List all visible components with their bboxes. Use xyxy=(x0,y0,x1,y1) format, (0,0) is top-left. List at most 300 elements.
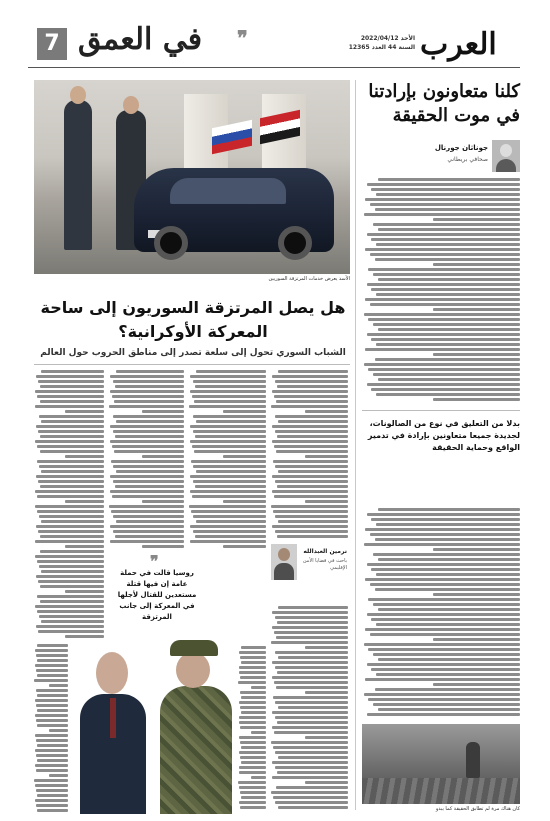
text-line xyxy=(365,628,520,631)
text-line xyxy=(273,796,348,799)
text-line xyxy=(433,308,520,311)
text-line xyxy=(240,791,266,794)
issue-number: السنة 44 العدد 12365 xyxy=(348,44,415,51)
text-line xyxy=(368,648,520,651)
text-line xyxy=(367,663,520,666)
text-line xyxy=(272,676,348,679)
text-line xyxy=(370,203,520,206)
text-line xyxy=(39,415,104,418)
text-line xyxy=(305,736,348,739)
text-line xyxy=(240,756,266,759)
text-line xyxy=(38,380,104,383)
text-line xyxy=(40,550,104,553)
text-line xyxy=(275,801,348,804)
text-line xyxy=(367,713,520,716)
text-line xyxy=(38,530,104,533)
text-line xyxy=(376,573,520,576)
text-line xyxy=(40,450,104,453)
text-line xyxy=(272,440,348,443)
article-column xyxy=(188,370,266,550)
text-line xyxy=(433,263,520,266)
text-line xyxy=(239,666,266,669)
text-line xyxy=(37,495,104,498)
opinion-author xyxy=(362,140,520,172)
text-line xyxy=(36,375,104,378)
text-line xyxy=(376,193,520,196)
text-line xyxy=(365,198,520,201)
text-line xyxy=(240,691,266,694)
text-line xyxy=(65,590,104,593)
text-line xyxy=(110,525,184,528)
byline-name: نرمين العبدالله xyxy=(303,548,347,555)
text-line xyxy=(364,313,520,316)
text-line xyxy=(40,600,104,603)
text-line xyxy=(278,756,348,759)
text-line xyxy=(368,598,520,601)
text-line xyxy=(276,636,348,639)
text-line xyxy=(40,585,104,588)
text-line xyxy=(196,470,266,473)
article-column xyxy=(270,606,348,812)
text-line xyxy=(375,358,520,361)
text-line xyxy=(40,400,104,403)
text-line xyxy=(241,796,266,799)
text-line xyxy=(276,686,348,689)
text-line xyxy=(367,183,520,186)
opinion-divider xyxy=(362,410,520,411)
text-line xyxy=(375,208,520,211)
text-line xyxy=(37,595,104,598)
text-line xyxy=(116,420,184,423)
text-line xyxy=(112,395,184,398)
text-line xyxy=(36,769,68,772)
text-line xyxy=(36,719,68,722)
text-line xyxy=(36,739,68,742)
text-line xyxy=(378,378,520,381)
author-avatar xyxy=(492,140,520,172)
text-line xyxy=(37,709,68,712)
text-line xyxy=(239,751,266,754)
car-window xyxy=(170,178,286,204)
text-line xyxy=(142,410,184,413)
text-line xyxy=(275,716,348,719)
text-line xyxy=(373,703,520,706)
text-line xyxy=(113,430,184,433)
photo-rubble xyxy=(362,778,520,804)
text-line xyxy=(278,370,348,373)
text-line xyxy=(365,248,520,251)
text-line xyxy=(39,615,104,618)
text-line xyxy=(36,525,104,528)
text-line xyxy=(272,475,348,478)
text-line xyxy=(240,726,266,729)
text-line xyxy=(275,430,348,433)
text-line xyxy=(367,563,520,566)
text-line xyxy=(37,744,68,747)
text-line xyxy=(109,505,184,508)
text-line xyxy=(35,505,104,508)
author-name: جوناثان جورنال xyxy=(434,144,488,152)
text-line xyxy=(274,495,348,498)
text-line xyxy=(109,405,184,408)
text-line xyxy=(240,741,266,744)
text-line xyxy=(113,515,184,518)
text-line xyxy=(272,611,348,614)
text-line xyxy=(251,776,266,779)
text-line xyxy=(433,548,520,551)
text-line xyxy=(41,620,104,623)
text-line xyxy=(35,749,68,752)
text-line xyxy=(34,779,68,782)
text-line xyxy=(365,298,520,301)
text-line xyxy=(115,485,184,488)
photo-person xyxy=(64,100,92,250)
text-line xyxy=(142,500,184,503)
text-line xyxy=(241,646,266,649)
text-line xyxy=(271,791,348,794)
text-line xyxy=(365,678,520,681)
text-line xyxy=(373,553,520,556)
text-line xyxy=(375,258,520,261)
car-wheel xyxy=(278,226,312,260)
text-line xyxy=(373,653,520,656)
text-line xyxy=(376,623,520,626)
text-line xyxy=(273,696,348,699)
text-line xyxy=(273,510,348,513)
text-line xyxy=(113,465,184,468)
text-line xyxy=(110,440,184,443)
text-line xyxy=(373,603,520,606)
text-line xyxy=(433,398,520,401)
text-line xyxy=(39,565,104,568)
text-line xyxy=(195,485,266,488)
text-line xyxy=(35,649,68,652)
text-line xyxy=(241,711,266,714)
text-line xyxy=(376,243,520,246)
text-line xyxy=(112,445,184,448)
text-line xyxy=(368,318,520,321)
text-line xyxy=(65,500,104,503)
text-line xyxy=(35,699,68,702)
text-line xyxy=(115,535,184,538)
text-line xyxy=(189,405,266,408)
opinion-body-text xyxy=(362,178,520,402)
text-line xyxy=(37,560,104,563)
text-line xyxy=(65,455,104,458)
text-line xyxy=(378,658,520,661)
text-line xyxy=(371,288,520,291)
text-line xyxy=(378,278,520,281)
text-line xyxy=(65,545,104,548)
photo-figure xyxy=(466,742,480,778)
text-line xyxy=(274,631,348,634)
text-line xyxy=(371,238,520,241)
text-line xyxy=(194,400,266,403)
text-line xyxy=(277,771,348,774)
text-line xyxy=(36,654,68,657)
column-divider xyxy=(355,80,356,810)
text-line xyxy=(110,475,184,478)
text-line xyxy=(36,625,104,628)
text-line xyxy=(193,515,266,518)
text-line xyxy=(113,415,184,418)
text-line xyxy=(375,588,520,591)
text-line xyxy=(305,646,348,649)
text-line xyxy=(223,500,266,503)
text-line xyxy=(275,380,348,383)
text-line xyxy=(37,694,68,697)
text-line xyxy=(375,688,520,691)
text-line xyxy=(116,470,184,473)
text-line xyxy=(370,533,520,536)
text-line xyxy=(367,333,520,336)
pull-quote: روسيا قالت في حملة عامة إن فيها قتلة مستعدين للقتال لأجلها في المعركة إلى جانب المرتزقة xyxy=(117,569,197,621)
article-column xyxy=(108,370,184,550)
text-line xyxy=(35,540,104,543)
text-line xyxy=(277,721,348,724)
text-line xyxy=(193,380,266,383)
text-line xyxy=(110,375,184,378)
text-line xyxy=(37,460,104,463)
text-line xyxy=(378,178,520,181)
text-line xyxy=(38,480,104,483)
text-line xyxy=(111,460,184,463)
text-line xyxy=(110,490,184,493)
text-line xyxy=(241,696,266,699)
text-line xyxy=(110,390,184,393)
text-line xyxy=(278,520,348,523)
text-line xyxy=(367,383,520,386)
text-line xyxy=(65,410,104,413)
text-line xyxy=(275,415,348,418)
text-line xyxy=(116,370,184,373)
text-line xyxy=(364,643,520,646)
text-line xyxy=(190,540,266,543)
text-line xyxy=(40,385,104,388)
text-line xyxy=(36,804,68,807)
text-line xyxy=(239,801,266,804)
text-line xyxy=(367,613,520,616)
portrait-uniform xyxy=(160,686,232,814)
text-line xyxy=(192,445,266,448)
byline-role: باحث في قضايا الأمن الإقليمي xyxy=(302,558,347,571)
text-line xyxy=(277,435,348,438)
portrait-tie xyxy=(110,698,116,738)
text-line xyxy=(36,475,104,478)
text-line xyxy=(433,593,520,596)
article-column xyxy=(34,644,68,812)
text-line xyxy=(190,525,266,528)
text-line xyxy=(115,385,184,388)
issue-info xyxy=(345,34,415,52)
text-line xyxy=(35,764,68,767)
text-line xyxy=(193,415,266,418)
text-line xyxy=(41,420,104,423)
text-line xyxy=(36,704,68,707)
text-line xyxy=(239,786,266,789)
text-line xyxy=(378,708,520,711)
text-line xyxy=(190,440,266,443)
text-line xyxy=(41,520,104,523)
opinion-column xyxy=(362,72,520,812)
text-line xyxy=(278,656,348,659)
text-line xyxy=(49,684,68,687)
text-line xyxy=(272,776,348,779)
text-line xyxy=(368,268,520,271)
text-line xyxy=(38,630,104,633)
text-line xyxy=(38,430,104,433)
text-line xyxy=(240,656,266,659)
text-line xyxy=(241,761,266,764)
text-line xyxy=(239,716,266,719)
text-line xyxy=(272,490,348,493)
opinion-body-text-continued xyxy=(362,508,520,718)
text-line xyxy=(251,686,266,689)
portrait-cap xyxy=(170,640,218,656)
text-line xyxy=(433,218,520,221)
text-line xyxy=(364,213,520,216)
text-line xyxy=(238,681,266,684)
text-line xyxy=(373,323,520,326)
byline-avatar xyxy=(271,544,297,580)
text-line xyxy=(196,520,266,523)
text-line xyxy=(115,435,184,438)
text-line xyxy=(35,555,104,558)
text-line xyxy=(277,535,348,538)
text-line xyxy=(239,736,266,739)
text-line xyxy=(275,616,348,619)
text-line xyxy=(271,741,348,744)
text-line xyxy=(272,375,348,378)
text-line xyxy=(272,525,348,528)
text-line xyxy=(275,480,348,483)
header-divider xyxy=(28,67,520,68)
text-line xyxy=(365,528,520,531)
text-line xyxy=(195,435,266,438)
text-line xyxy=(305,500,348,503)
text-line xyxy=(37,644,68,647)
text-line xyxy=(37,759,68,762)
text-line xyxy=(371,338,520,341)
text-line xyxy=(195,535,266,538)
text-line xyxy=(40,485,104,488)
text-line xyxy=(110,425,184,428)
text-line xyxy=(195,385,266,388)
text-line xyxy=(37,510,104,513)
text-line xyxy=(367,283,520,286)
text-line xyxy=(378,328,520,331)
text-line xyxy=(49,774,68,777)
text-line xyxy=(375,538,520,541)
text-line xyxy=(35,784,68,787)
text-line xyxy=(35,714,68,717)
text-line xyxy=(40,435,104,438)
text-line xyxy=(65,635,104,638)
text-line xyxy=(36,669,68,672)
text-line xyxy=(239,651,266,654)
text-line xyxy=(275,666,348,669)
text-line xyxy=(305,691,348,694)
text-line xyxy=(35,490,104,493)
text-line xyxy=(376,343,520,346)
text-line xyxy=(238,781,266,784)
text-line xyxy=(239,771,266,774)
text-line xyxy=(223,545,266,548)
text-line xyxy=(272,390,348,393)
text-line xyxy=(241,661,266,664)
text-line xyxy=(114,400,184,403)
text-line xyxy=(376,523,520,526)
text-line xyxy=(274,445,348,448)
text-line xyxy=(365,348,520,351)
text-line xyxy=(373,373,520,376)
text-line xyxy=(39,465,104,468)
text-line xyxy=(240,706,266,709)
text-line xyxy=(365,578,520,581)
text-line xyxy=(272,726,348,729)
text-line xyxy=(278,470,348,473)
article-headline: هل يصل المرتزقة السوريون إلى ساحة المعركة الأوكرانية؟ xyxy=(40,298,346,341)
text-line xyxy=(112,495,184,498)
text-line xyxy=(35,799,68,802)
text-line xyxy=(239,721,266,724)
military-portrait-photo xyxy=(156,640,236,814)
text-line xyxy=(371,668,520,671)
photo-car xyxy=(134,168,334,252)
text-line xyxy=(305,781,348,784)
text-line xyxy=(142,455,184,458)
text-line xyxy=(190,490,266,493)
text-line xyxy=(273,746,348,749)
text-line xyxy=(373,273,520,276)
section-title: في العمق xyxy=(78,22,203,57)
text-line xyxy=(37,610,104,613)
page-header xyxy=(0,0,550,70)
text-line xyxy=(368,368,520,371)
pull-quote-icon: ❞ xyxy=(150,552,159,571)
text-line xyxy=(371,568,520,571)
portrait-photo xyxy=(70,648,154,814)
text-line xyxy=(277,671,348,674)
text-line xyxy=(35,605,104,608)
text-line xyxy=(376,673,520,676)
text-line xyxy=(433,683,520,686)
text-line xyxy=(275,766,348,769)
text-line xyxy=(272,425,348,428)
opinion-photo-caption: كان هناك مرة لم تطابق الحقيقة كما يبدو xyxy=(435,806,520,812)
text-line xyxy=(364,543,520,546)
text-line xyxy=(35,405,104,408)
text-line xyxy=(370,253,520,256)
article-subhead: الشباب السوري تحول إلى سلعة تصدر إلى مناطق الحروب حول العالم xyxy=(40,348,346,358)
text-line xyxy=(113,380,184,383)
text-line xyxy=(433,353,520,356)
text-line xyxy=(368,698,520,701)
text-line xyxy=(272,626,348,629)
text-line xyxy=(192,395,266,398)
text-line xyxy=(277,385,348,388)
subhead-divider xyxy=(34,364,350,365)
article-column xyxy=(238,646,266,812)
text-line xyxy=(376,293,520,296)
text-line xyxy=(111,510,184,513)
text-line xyxy=(276,450,348,453)
text-line xyxy=(371,188,520,191)
text-line xyxy=(36,754,68,757)
main-photo-caption: الأسد يعرض خدمات المرتزقة السوريين xyxy=(268,276,350,282)
text-line xyxy=(190,375,266,378)
text-line xyxy=(239,766,266,769)
